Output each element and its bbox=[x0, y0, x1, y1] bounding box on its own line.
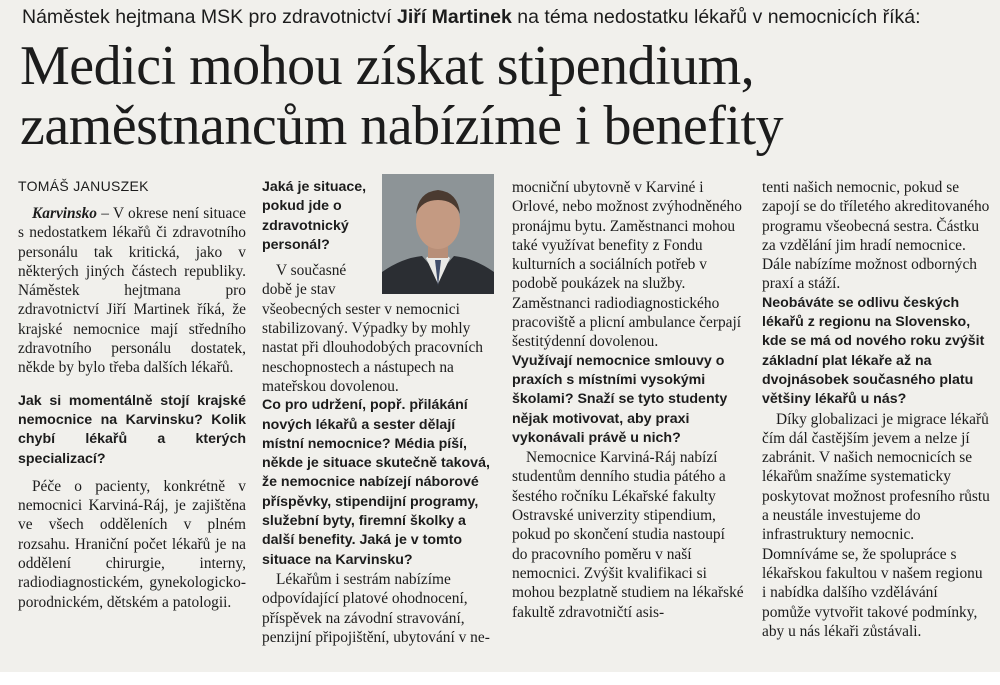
question-2: Jaká je situace, pokud jde o zdravotnický personál? bbox=[262, 179, 367, 253]
kicker bbox=[22, 4, 992, 30]
question-5: Neobáváte se odlivu českých lékařů z regionu na Slovensko, kde se má od nového roku zvýšit základní plat lékaře až na dvojnásobek současného platu většiny lékařů u nás? bbox=[762, 294, 985, 408]
lead-text: – V okrese není situace s nedostatkem lékařů či zdravotního personálu tak kritická, jako v některých jiných částech republiky. Náměstek hejtmana pro zdravotnictví Jiří Martinek říká, že krajské nemocnice mají středního zdravotního personálu dostatek, někde by bylo třeba dalších lékařů. bbox=[18, 205, 246, 377]
page-edge bbox=[0, 672, 1000, 685]
question-1: Jak si momentálně stojí krajské nemocnice na Karvinsku? Kolik chybí lékařů a kterých specializací? bbox=[18, 392, 246, 467]
question-3: Co pro udržení, popř. přilákání nových lékařů a sester dělají místní nemocnice? Média píší, někde je situace skutečně taková, že nemocnice nabízejí náborové příspěvky, stipendijní programy, služební byty, firemní školky a další benefity. Jaká je v tomto situace na Karvinsku? bbox=[262, 397, 490, 568]
location: Karvinsko bbox=[32, 205, 97, 222]
question-4: Využívají nemocnice smlouvy o praxích s místními vysokými školami? Snaží se tyto studenty nějak motivovat, aby praxi vykonávali právě u nich? bbox=[512, 352, 728, 446]
headline bbox=[20, 36, 990, 156]
kicker-suffix: na téma nedostatku lékařů v nemocnicích říká: bbox=[511, 6, 921, 28]
headline-line-2: zaměstnancům nabízíme i benefity bbox=[20, 95, 784, 157]
answer-5: Díky globalizaci je migrace lékařů čím dál častějším jevem a nelze jí zabránit. V našich nemocnicích se lékařům snažíme systematicky poskytovat možnost profesního růstu a neustále investujeme do infrastruktury nemocnic. Domníváme se, že spolupráce s lékařskou fakultou v našem regionu i nabídka dalšího vzdělávání pomůže vytvořit takové podmínky, aby u nás lékaři zůstávali. bbox=[762, 410, 990, 640]
lead-paragraph bbox=[18, 204, 246, 378]
answer-1: Péče o pacienty, konkrétně v nemocnici Karviná-Ráj, je zajištěna ve všech odděleních v plném rozsahu. Hraniční počet lékařů je na oddělení chirurgie, interny, radiodiagnostickém, gynekologicko-porodnickém, dětském a patologii. bbox=[18, 477, 246, 611]
article-column-2 bbox=[262, 178, 490, 647]
kicker-prefix: Náměstek hejtmana MSK pro zdravotnictví bbox=[22, 6, 397, 28]
article-column-4 bbox=[762, 178, 990, 641]
headline-line-1: Medici mohou získat stipendium, bbox=[20, 35, 755, 97]
answer-3: Lékařům i sestrám nabízíme odpovídající platové ohodnocení, příspěvek na závodní stravování, penzijní připojištění, ubytování v ne- bbox=[262, 570, 490, 646]
answer-4: Nemocnice Karviná-Ráj nabízí studentům denního studia pátého a šestého ročníku Lékařské fakulty Ostravské univerzity stipendium, pokud po skončení studia nastoupí do pracovního poměru v naší nemocnici. Zvýšit kvalifikaci si mohou bezplatně studiem na lékařské fakultě zdravotničtí asis- bbox=[512, 449, 744, 621]
answer-3-continued: mocniční ubytovně v Karviné i Orlové, nebo možnost zvýhodněného pronájmu bytu. Zaměstnanci mohou také využívat benefity z Fondu kulturních a sociálních potřeb v podobě poukázek na služby. Zaměstnanci radiodiagnostického pracoviště a plicní ambulance čerpají šestitýdenní dovolenou. bbox=[512, 179, 742, 351]
answer-4-continued: tenti našich nemocnic, pokud se zapojí se do tříletého akreditovaného programu všeobecná sestra. Částku za vzdělání jim hradí nemocnice. Dále nabízíme možnost odborných praxí a stáží. bbox=[762, 179, 990, 293]
kicker-name: Jiří Martinek bbox=[397, 6, 512, 28]
answer-2: V současné době je stav všeobecných sester v nemocnici stabilizovaný. Výpadky by mohly nastat při dlouhodobých pracovních neschopnostech a nástupech na mateřskou dovolenou. bbox=[262, 262, 483, 395]
byline: TOMÁŠ JANUSZEK bbox=[18, 178, 149, 194]
article-column-3 bbox=[512, 178, 744, 622]
article-column-1 bbox=[18, 178, 246, 612]
portrait-photo bbox=[382, 174, 494, 294]
